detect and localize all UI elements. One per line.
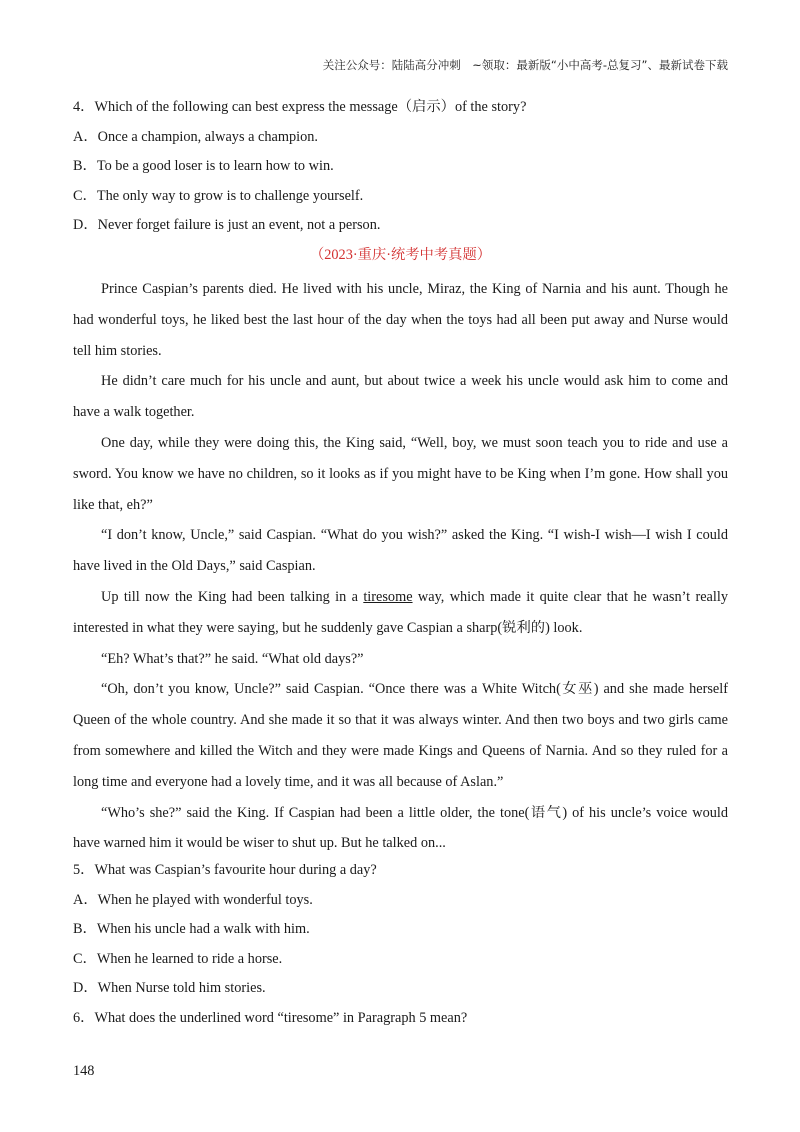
question-4-option-b: B．To be a good loser is to learn how to win. (73, 158, 334, 174)
passage-paragraph-6: “Eh? What’s that?” he said. “What old days?” (101, 650, 364, 667)
underlined-word: tiresome (363, 588, 413, 605)
question-4-stem: 4．Which of the following can best express the message（启示）of the story? (73, 99, 527, 115)
question-5-option-b: B．When his uncle had a walk with him. (73, 921, 310, 938)
passage-paragraph-2: He didn’t care much for his uncle and aunt, but about twice a week his uncle would ask him to come and have a walk together. (73, 373, 728, 421)
passage-paragraph-5 (73, 582, 728, 644)
p5-before: Up till now the King had been talking in a (101, 588, 364, 605)
question-4-option-c: C．The only way to grow is to challenge yourself. (73, 187, 364, 204)
page-content (73, 97, 728, 1037)
passage-paragraph-8: “Who’s she?” said the King. If Caspian had been a little older, the tone(语气) of his uncle’s voice would have warned him it would be wiser to shut up. But he talked on... (73, 804, 728, 852)
page-number: 148 (73, 1063, 95, 1079)
question-5-option-d: D．When Nurse told him stories. (73, 980, 266, 997)
question-4-option-a: A．Once a champion, always a champion. (73, 128, 318, 145)
passage-paragraph-3: One day, while they were doing this, the King said, “Well, boy, we must soon teach you to ride and use a sword. You know we have no children, so it looks as if you might have to be King when I’m gone. How shall you like that, eh?” (73, 434, 728, 513)
page-header: 关注公众号：陆陆高分冲刺 ~领取：最新版“小中高考-总复习”、最新试卷下载 (322, 58, 728, 72)
question-5-option-a: A．When he played with wonderful toys. (73, 891, 313, 908)
question-5-stem: 5．What was Caspian’s favourite hour during a day? (73, 862, 377, 879)
question-4-option-d: D．Never forget failure is just an event, not a person. (73, 217, 381, 233)
passage-paragraph-1: Prince Caspian’s parents died. He lived with his uncle, Miraz, the King of Narnia and his aunt. Though he had wonderful toys, he liked best the last hour of the day when the toys had all been put away and Nurse would tell him stories. (73, 281, 728, 359)
passage-paragraph-7: “Oh, don’t you know, Uncle?” said Caspian. “Once there was a White Witch(女巫) and she made herself Queen of the whole country. And she made it so that it was always winter. And then two boys and two girls came from somewhere and killed the Witch and they were made Kings and Queens of Narnia. And so they ruled for a long time and everyone had a lovely time, and it was all because of Aslan.” (73, 681, 728, 790)
passage (73, 274, 728, 859)
source-label: （2023·重庆·统考中考真题） (309, 246, 492, 263)
question-6-stem: 6．What does the underlined word “tiresome” in Paragraph 5 mean? (73, 1009, 468, 1026)
question-5-option-c: C．When he learned to ride a horse. (73, 950, 283, 967)
p5-after: way, which made it quite clear that he wasn’t really interested in what they were saying, but he suddenly gave Caspian a sharp(锐利的) look. (73, 588, 729, 636)
passage-paragraph-4: “I don’t know, Uncle,” said Caspian. “What do you wish?” asked the King. “I wish-I wish—I wish I could have lived in the Old Days,” said Caspian. (73, 527, 728, 575)
